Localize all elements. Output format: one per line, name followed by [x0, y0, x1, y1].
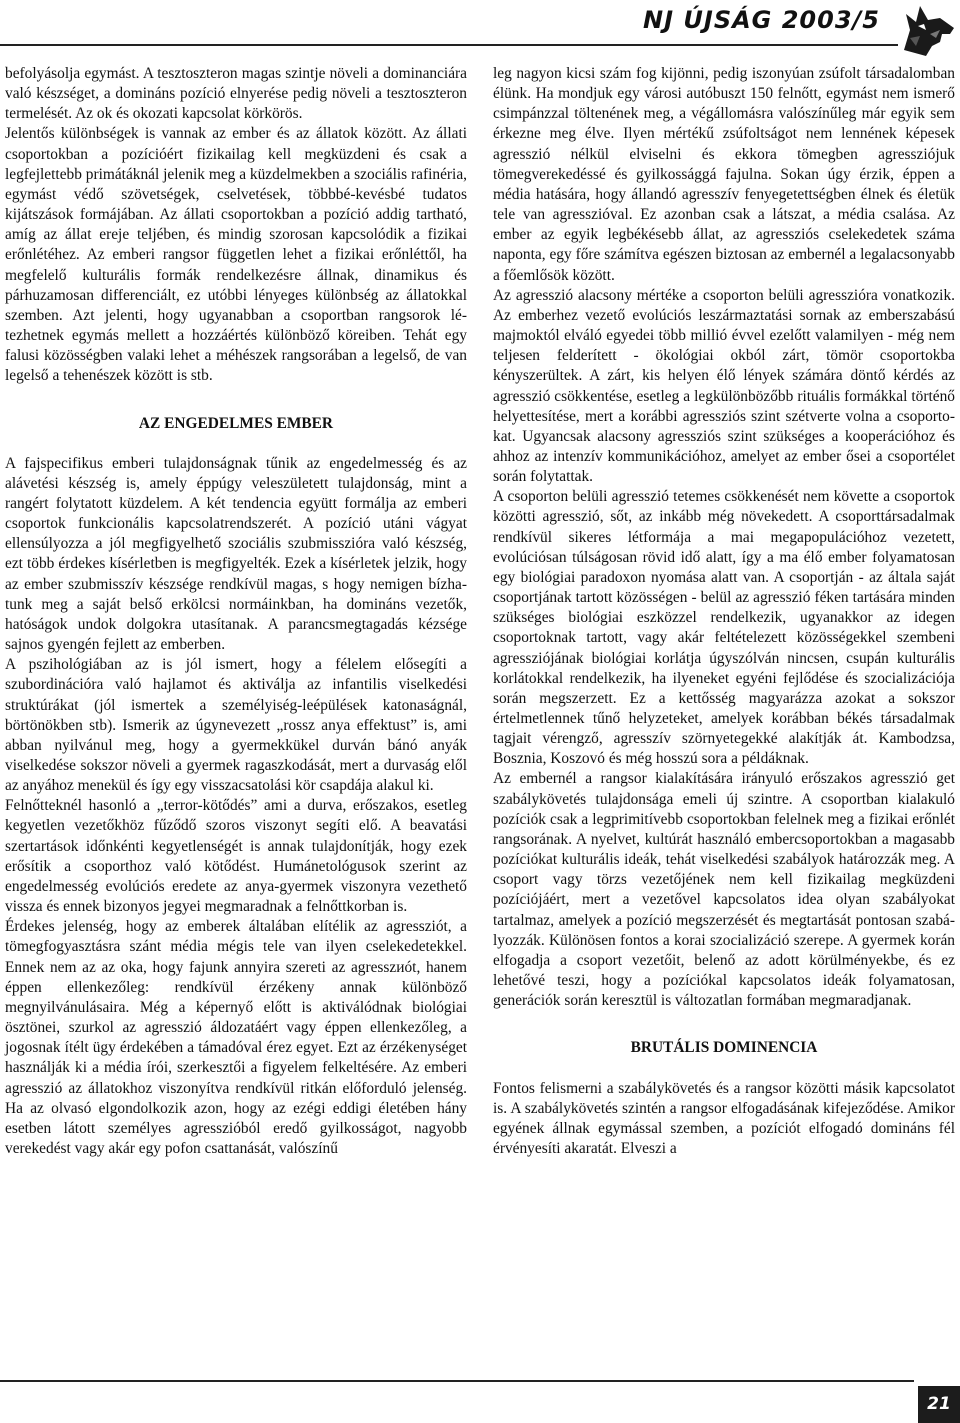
section-heading: AZ ENGEDELMES EMBER [138, 414, 334, 432]
paragraph: A csoporton belüli agresszió tetemes csökkenését nem követte a csoportok közötti agresszió, sőt, az inkább még növekedett. A csoporttársadalmak rendkívül sikeres létformája a mai megapopulációhoz vezetett, evolúciósan túlságosan rövid idő alatt, így a ma élő ember folyamatosan egy biológiai paradoxon nyomása alatt van. A csoportján - az általa saját csoportjának tartott közösségen - belül az agresszió féken tartására minden szükséges biológiai eszközzel rendelkezik, ugyanakkor az idegen csoportoknak tartott, vagy akár feltételezett közösségekkel szembeni agressziójának biológiai korlátja úgyszólván nincsen, csupán kulturális korlátokkal rendelkezik, ha ilyeneket egyéni fejlődése és szocializációja során megszerzett. Ez a kettősség magyarázza azokat a sokszor értelmetlennek tűnő helyzeteket, amelyek korábban békés társadalmak tagjait vérengző, agresszív szörnyetegekké alakítják át. Kambodzsa, Bosznia, Koszovó és még hosszú sora a példáknak. [493, 488, 955, 768]
paragraph: Az embernél a rangsor kialakítására irányuló erőszakos agresszió get szabálykövetés tulajdonsága emeli új szintre. A csoportban kialakuló pozíciók csak a legprimitívebb csoportokban felelnek meg a fizikai erőnlét rangsorának. A nyelvet, kultúrát használó embercsoportokban a magasabb pozíciókat kulturális ideák, tehát viselkedési szabályok határozzák meg. A csoport vagy törzs vezetőjének nem kell fizikailag megküzdeni pozíciójáért, mert a vezetővel kapcsolatos idea olyan szabályokat tartalmaz, amelyek a pozíció megszerzését és megtartását pontosan szabályozzák. Különösen fontos a korai szocializáció szerepe. A gyermek korán elfogadja a csoport vezetőit, belenő az adott körülményekbe, és ez lehetővé teszi, hogy a pozíciókal kapcsolatos ideák folyamatosan, generációk során keresztül is változatlan formában megmaradjanak. [493, 770, 955, 1010]
magazine-title: NJ ÚJSÁG 2003/5 [643, 6, 880, 34]
section-heading: BRUTÁLIS DOMINENCIA [630, 1039, 818, 1057]
paragraph: Az agresszió alacsony mértéke a csoporton belüli agresszióra vonatkozik. Az emberhez vezető evolúciós leszármaztatási sornak az emberszabású majmoktól elváló egyedei több millió évvel ezelőtt valamilyen - még nem teljesen felderített - ökológiai okból zárt, tömör csoportokba kényszerültek. A zárt, kis helyen élő lények számára döntő kérdés az agresszió csökkentése, esetleg a legkülönbözőbb rituális formákkal történő helyettesítése, mert a korábbi agressziós szint szétverte volna a csoportоkat. Ugyancsak alacsony agressziós szint szükséges a kooperációhoz és ahhoz az intenzív kommunikációhoz, amelyet az ember ősei a csoportélet során folytattak. [493, 286, 955, 486]
wolf-head-logo-icon [896, 0, 960, 58]
paragraph: A pszihológiában az is jól ismert, hogy a félelem elősegíti a szubordinációra való hajlamot és aktiválja az infantilis viselkedési struktúrákat (jól ismertek a személyiség-leépülések katonaságnál, börtönökben stb). Ismerik az úgynevezett „rossz anya effektust” is, ami abban nyilvánul meg, hogy a gyermekkükel durván bánó anyák viselkedése sokszor növeli a gyermek ragaszkodását, mert a durvaság elől az anyához menekül és így egy visszacsatolási kör csapdája alakul ki. [5, 656, 467, 795]
paragraph: A fajspecifikus emberi tulajdonságnak tűnik az engedelmesség és az alávetési készség is, amely éppúgy veleszületett tulajdonság, mint a rangért folytatott küzdelem. A két tendencia együtt formálja az emberi csoportok funkcionális kapcsolatrendszerét. A pozíció utáni vágyat ellensúlyozza a jól megfigyelhető szociális szubmisszióra való készség, ezt több érdekes kísérletben is megfigyelték. Ezek a kísérletek jelzik, hogy az ember szubmisszív készsége rendkívül magas, s hogy nemigen bízhatunk meg a saját belső erkölcsi normáinkban, ha domináns vezetők, hatóságok undok dolgokra utasítanak. A parancsmegtagadás kézsége sajnos gyengén fejlett az emberben. [5, 454, 467, 654]
paragraph: Jelentős különbségek is vannak az ember és az állatok között. Az állati csoportokban a pozícióért fizikailag kell megküzdeni és csak a legfejlettebb primátáknál jelenik meg a küzdelmekben a szociális rafinéria, egymást védő szövetségek, cselvetések, többbé-kevésbé tudatos kijátszások formájában. Az állati csoportokban a pozíció addig tartható, amíg az állat ereje teljében, és mindig szorosan kapcsolódik a fizikai erőnlétéhez. Az emberi rangsor független lehet a fizikai erőnléttől, ha megfelelő kulturális formák rendelkezésre állnak, dinamikus és párhuzamosan differenciált, ez utóbbi lényeges különbség az állatokkal szemben. Azt jelenti, hogy ugyanabban a csoportban rangsorok létezhetnek egymás mellett a hozzáértés különböző köreiben. Tehát egy falusi közösségben valaki lehet a méhészek rangsorában a legelső, de van legelső a tehenészek között is stb. [5, 125, 467, 385]
header-rule [0, 44, 898, 46]
paragraph: Fontos felismerni a szabálykövetés és a rangsor közötti másik kapcsolatot is. A szabálykövetés szintén a rangsor elfogadásának kifejeződése. Amikor egyének állnak egymással szemben, a pozíciót elfogadó domináns fél érvényesíti akaratát. Elveszi a [493, 1079, 955, 1157]
paragraph: Érdekes jelenség, hogy az emberek általában elítélik az agressziót, a tömegfogyasztásra szánt média mégis tele van ilyen cselekedetekkel. Ennek nem az az oka, hogy fajunk annyira szereti az agresszиót, hanem éppen ellenkezőleg: rendkívül érzékeny annak különböző megnyilvánulásaira. Még a képernyő előtt is aktiválódnak biológiai ösztönei, szurkol az agresszió áldozatáért vagy éppen ellenkezőleg, a jogosnak ítélt ügy érdekében a támadóval érez egyet. Ezt az érzékenységet használják ki a média írói, szerkesztői a figyelem felkeltésére. Az emberi agresszió az állatokhoz viszonyítva rendkívül ritkán előforduló jelenség. Ha az olvasó elgondolkozik azon, hogy az ezégi eddigi életében hány esetben látott személyes agresszióból eredő gyilkosságot, nagyobb verekedést vagy akár egy pofon csattanását, valószínű [5, 918, 467, 1157]
right-column [493, 64, 955, 1159]
paragraph: befolyásolja egymást. A tesztoszteron magas szintje növeli a dominanciára való készséget, a domináns pozíció elnyerése pedig növeli a tesztoszteron termelését. Az ok és okozati kapcsolat körkörös. [5, 65, 467, 123]
footer-rule [0, 1380, 914, 1382]
paragraph: leg nagyon kicsi szám fog kijönni, pedig iszonyúan zsúfolt társadalomban élünk. Ha mondjuk egy városi autóbuszt 150 felnőtt, egymást nem ismerő csimpánzzal töltenének meg, a végállomásra valószínűleg már egyik sem érkezne meg élve. Ilyen mértékű zsúfoltságot nem lennének képesek agresszió nélkül elviselni és ekkora tömegben agressziójuk tömegverekedéssé és gyilkossággá fajulna. Sokan úgy érzik, éppen a média hatására, hogy állandó agresszív fenyegetettségben élnek és életük tele van agresszióval. Ez azonban csak a látszat, a média csalása. Az ember az egyik legbékésebb állat, az agressziós cselekedetek száma naponta, egy főre számítva egészen biztosan az embernél a legalacsonyabb a főemlősök között. [493, 65, 955, 284]
paragraph: Felnőtteknél hasonló a „terror-kötődés” ami a durva, erőszakos, esetleg kegyetlen vezetőkhöz fűződő szoros viszonyt segíti elő. A beavatási szertartások időnkénti kegyetlenségét is annak tulajdonítják, hogy ezek erősítik a csoporthoz való kötődést. Humánetológusok szerint az engedelmesség evolúciós eredete az anya-gyermek viszonyra vezethető vissza és ennek bizonyos jegyei megmaradnak a felnőttkorban is. [5, 797, 467, 916]
left-column [5, 64, 467, 1159]
page-header [0, 0, 960, 58]
page-number: 21 [918, 1386, 960, 1423]
